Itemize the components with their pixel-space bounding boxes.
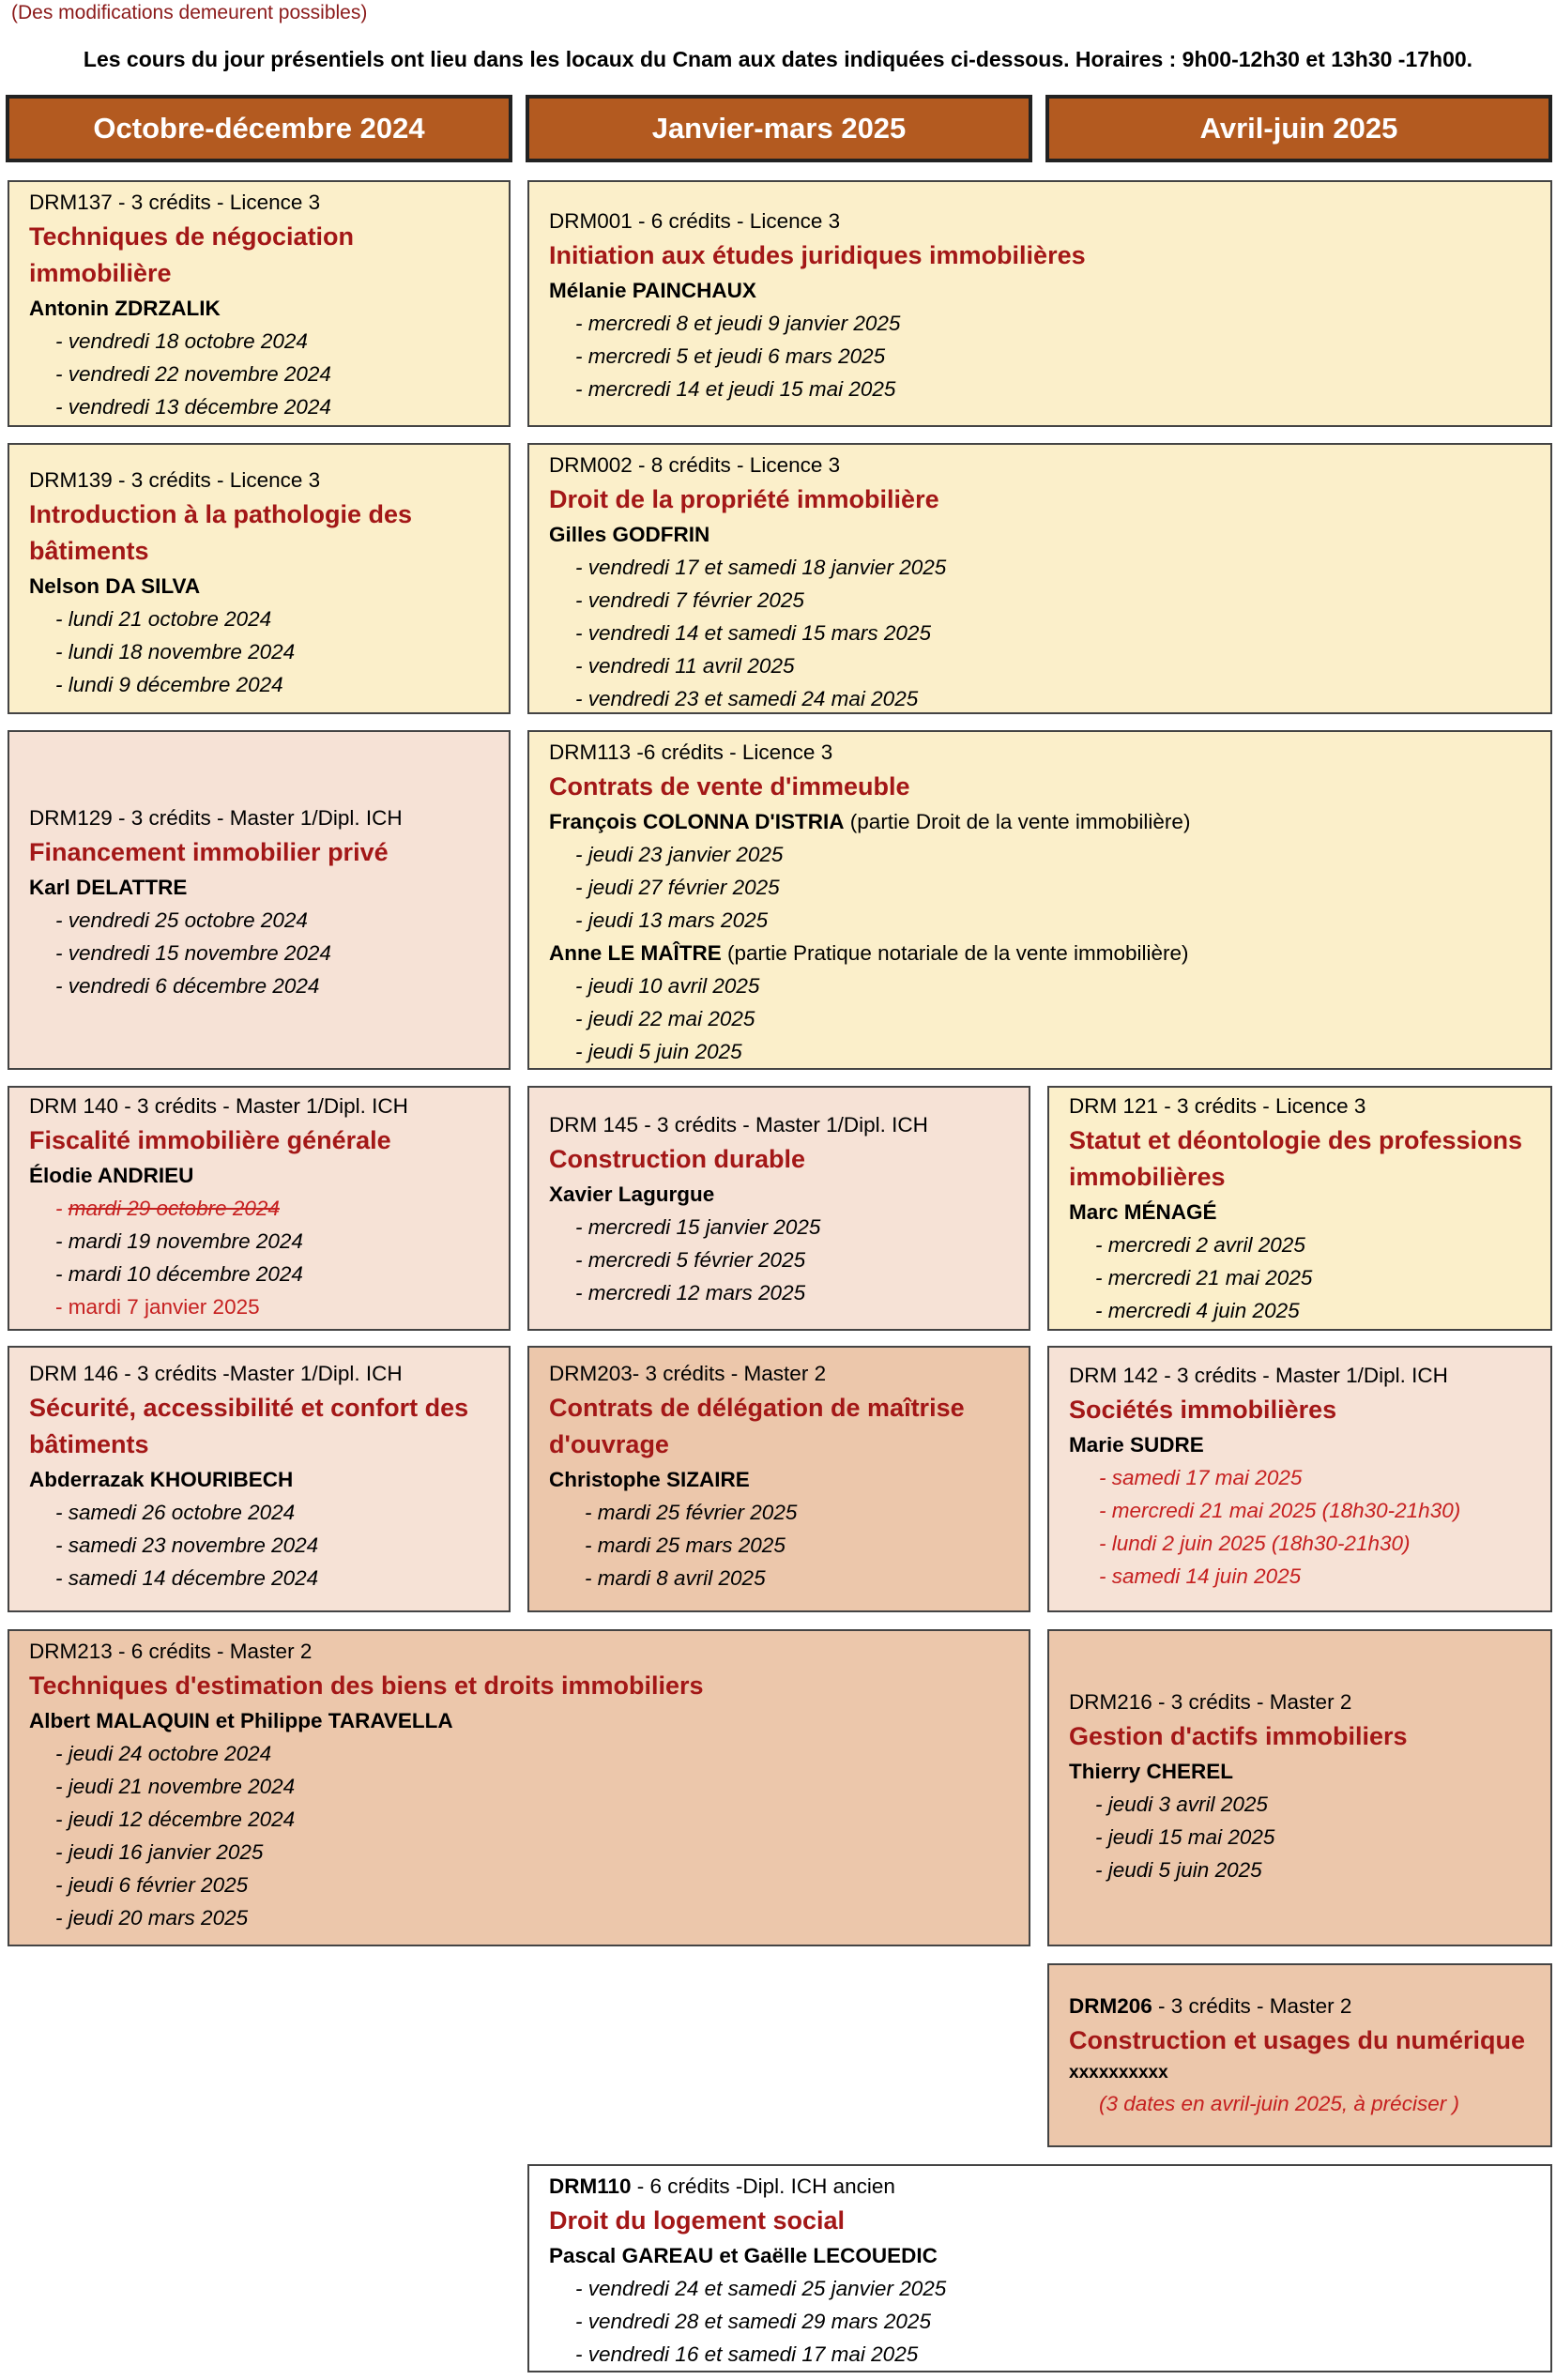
added-date: - mardi 7 janvier 2025 [55,1295,260,1319]
course-teacher: Marc MÉNAGÉ [1069,1200,1217,1224]
course-date: - jeudi 5 juin 2025 [575,1040,742,1063]
course-date: - jeudi 6 février 2025 [55,1873,249,1897]
course-dates [29,1496,509,1594]
course-dates [549,2272,1550,2371]
course-date: - samedi 26 octobre 2024 [55,1501,296,1524]
course-title: Financement immobilier privé [29,838,389,866]
course-card-drm203 [527,1346,1030,1612]
course-date: - mercredi 21 mai 2025 (18h30-21h30) [1099,1499,1461,1522]
course-dates [1069,1788,1550,1886]
course-date: - jeudi 3 avril 2025 [1095,1793,1268,1816]
course-date: - jeudi 12 décembre 2024 [55,1808,296,1831]
course-date: - vendredi 14 et samedi 15 mars 2025 [575,621,931,645]
course-date: - jeudi 27 février 2025 [575,876,780,899]
course-title: Construction et usages du numérique [1069,2026,1526,2054]
course-card-drm001 [527,180,1552,427]
course-date: - vendredi 25 octobre 2024 [55,908,308,932]
course-teacher: Pascal GAREAU et Gaëlle LECOUEDIC [549,2244,938,2267]
course-title: Techniques de négociation immobilière [29,222,355,287]
course-title: Droit du logement social [549,2206,846,2235]
course-title: Sécurité, accessibilité et confort des bâtiments [29,1394,469,1458]
course-code: DRM 140 - 3 crédits - Master 1/Dipl. ICH [29,1094,408,1118]
course-card-drm137 [8,180,511,427]
course-date: - mercredi 2 avril 2025 [1095,1233,1305,1257]
course-code: DRM 146 - 3 crédits -Master 1/Dipl. ICH [29,1362,403,1385]
course-code: DRM 145 - 3 crédits - Master 1/Dipl. ICH [549,1113,928,1137]
course-date: - vendredi 15 novembre 2024 [55,941,331,965]
course-date: - vendredi 17 et samedi 18 janvier 2025 [575,556,947,579]
course-title: Droit de la propriété immobilière [549,485,939,513]
course-code: DRM139 - 3 crédits - Licence 3 [29,468,321,492]
course-dates [29,904,509,1002]
course-date: - vendredi 16 et samedi 17 mai 2025 [575,2342,919,2366]
intro-text: Les cours du jour présentiels ont lieu dans les locaux du Cnam aux dates indiquées ci-dessous. Horaires : 9h00-12h30 et 13h30 -17h00. [83,47,1473,71]
course-code: DRM216 - 3 crédits - Master 2 [1069,1690,1352,1714]
course-teacher: Karl DELATTRE [29,876,188,899]
course-date: - mercredi 14 et jeudi 15 mai 2025 [575,377,896,401]
course-date: - vendredi 7 février 2025 [575,588,804,612]
course-date: - samedi 14 décembre 2024 [55,1566,319,1590]
course-date: - jeudi 5 juin 2025 [1095,1858,1262,1882]
course-code: DRM213 - 6 crédits - Master 2 [29,1640,313,1663]
modifications-note: (Des modifications demeurent possibles) [11,2,368,23]
course-dates [549,969,1550,1068]
course-date: - mardi 25 février 2025 [585,1501,798,1524]
course-dates [29,1192,509,1323]
course-teacher: Abderrazak KHOURIBECH [29,1468,294,1491]
course-title: Statut et déontologie des professions immobilières [1069,1126,1523,1191]
course-card-drm129 [8,730,511,1070]
course-card-drm145 [527,1086,1030,1331]
course-date: - mercredi 12 mars 2025 [575,1281,806,1304]
course-dates [1069,1228,1550,1327]
course-date: - mardi 25 mars 2025 [585,1533,786,1557]
course-dates [29,603,509,701]
course-title: Contrats de vente d'immeuble [549,772,910,801]
course-teacher: Christophe SIZAIRE [549,1468,750,1491]
course-date: - jeudi 16 janvier 2025 [55,1840,264,1864]
course-date: - vendredi 6 décembre 2024 [55,974,320,998]
period-header-jan-mar: Janvier-mars 2025 [526,95,1032,162]
course-card-drm213 [8,1629,1030,1946]
course-teacher: Antonin ZDRZALIK [29,297,221,320]
course-date: - mardi 19 novembre 2024 [55,1229,303,1253]
course-code: DRM137 - 3 crédits - Licence 3 [29,191,321,214]
course-teacher-2 [549,937,1550,969]
course-date: - vendredi 23 et samedi 24 mai 2025 [575,687,919,710]
course-date: - vendredi 18 octobre 2024 [55,329,308,353]
course-date: - jeudi 21 novembre 2024 [55,1775,296,1798]
cancelled-date-text: mardi 29 octobre 2024 [68,1197,280,1220]
course-title: Construction durable [549,1145,806,1173]
course-date: - samedi 17 mai 2025 [1099,1466,1303,1489]
course-date: - vendredi 11 avril 2025 [575,654,795,678]
teacher-name: François COLONNA D'ISTRIA [549,810,845,833]
course-title: Gestion d'actifs immobiliers [1069,1722,1408,1750]
course-date: - vendredi 22 novembre 2024 [55,362,331,386]
course-teacher: Thierry CHEREL [1069,1760,1234,1783]
course-date: - jeudi 13 mars 2025 [575,908,769,932]
course-date: - jeudi 20 mars 2025 [55,1906,249,1930]
course-date: - mercredi 5 février 2025 [575,1248,806,1272]
course-card-drm146 [8,1346,511,1612]
course-teacher: Marie SUDRE [1069,1433,1204,1457]
cancelled-date [55,1192,509,1225]
course-date: - lundi 21 octobre 2024 [55,607,272,631]
course-date: - jeudi 15 mai 2025 [1095,1825,1275,1849]
course-date: - samedi 23 novembre 2024 [55,1533,319,1557]
course-code [1069,1990,1550,2022]
course-code-bold: DRM206 [1069,1994,1152,2018]
course-date: - mercredi 15 janvier 2025 [575,1215,821,1239]
course-dates [1069,1461,1550,1593]
course-date: - vendredi 28 et samedi 29 mars 2025 [575,2310,931,2333]
course-date: - mardi 10 décembre 2024 [55,1262,303,1286]
course-title: Techniques d'estimation des biens et droits immobiliers [29,1671,704,1700]
course-card-drm002 [527,443,1552,714]
course-dates [29,1737,1029,1934]
course-teacher: Albert MALAQUIN et Philippe TARAVELLA [29,1709,453,1732]
course-code-bold: DRM110 [549,2174,632,2198]
course-date: - mardi 8 avril 2025 [585,1566,766,1590]
course-code-rest: - 3 crédits - Master 2 [1152,1994,1352,2018]
period-header-apr-jun: Avril-juin 2025 [1045,95,1552,162]
course-card-drm121 [1047,1086,1552,1331]
course-teacher: Nelson DA SILVA [29,574,201,598]
course-date: - lundi 9 décembre 2024 [55,673,283,696]
course-title: Contrats de délégation de maîtrise d'ouvrage [549,1394,965,1458]
course-date: - jeudi 23 janvier 2025 [575,843,784,866]
teacher-role: (partie Droit de la vente immobilière) [844,810,1191,833]
course-code-rest: - 6 crédits -Dipl. ICH ancien [631,2174,895,2198]
course-teacher: xxxxxxxxxx [1069,2063,1168,2082]
course-date: - mercredi 5 et jeudi 6 mars 2025 [575,344,886,368]
course-date: - mercredi 8 et jeudi 9 janvier 2025 [575,312,901,335]
course-teacher: Gilles GODFRIN [549,523,710,546]
course-dates [29,325,509,423]
teacher-role: (partie Pratique notariale de la vente immobilière) [721,941,1189,965]
course-date: - jeudi 10 avril 2025 [575,974,760,998]
course-teacher-1 [549,805,1550,838]
course-date: - vendredi 13 décembre 2024 [55,395,331,419]
course-title: Introduction à la pathologie des bâtiments [29,500,413,565]
course-date: - lundi 2 juin 2025 (18h30-21h30) [1099,1532,1411,1555]
course-card-drm206 [1047,1963,1552,2147]
course-code: DRM203- 3 crédits - Master 2 [549,1362,827,1385]
date-prefix: - [55,1197,69,1220]
course-card-drm142 [1047,1346,1552,1612]
course-date: - lundi 18 novembre 2024 [55,640,296,664]
course-date: - vendredi 24 et samedi 25 janvier 2025 [575,2277,947,2300]
course-date: - mercredi 21 mai 2025 [1095,1266,1313,1289]
course-date: - mercredi 4 juin 2025 [1095,1299,1300,1322]
course-title: Initiation aux études juridiques immobilières [549,241,1086,269]
course-dates [549,1496,1029,1594]
course-card-drm139 [8,443,511,714]
course-date: - jeudi 24 octobre 2024 [55,1742,272,1765]
course-card-drm110 [527,2164,1552,2372]
course-teacher: Mélanie PAINCHAUX [549,279,756,302]
course-card-drm113 [527,730,1552,1070]
course-dates [549,1211,1029,1309]
course-code [549,2170,1550,2203]
course-code: DRM 121 - 3 crédits - Licence 3 [1069,1094,1366,1118]
course-code: DRM113 -6 crédits - Licence 3 [549,740,833,764]
course-teacher: Élodie ANDRIEU [29,1164,194,1187]
course-dates-note: (3 dates en avril-juin 2025, à préciser ) [1099,2092,1459,2115]
course-date: - jeudi 22 mai 2025 [575,1007,755,1030]
course-code: DRM001 - 6 crédits - Licence 3 [549,209,841,233]
course-card-drm140 [8,1086,511,1331]
period-header-oct-dec: Octobre-décembre 2024 [6,95,512,162]
course-card-drm216 [1047,1629,1552,1946]
course-dates [549,551,1550,714]
course-teacher: Xavier Lagurgue [549,1182,715,1206]
course-title: Sociétés immobilières [1069,1396,1337,1424]
course-date: - samedi 14 juin 2025 [1099,1564,1302,1588]
course-dates [549,838,1550,937]
course-code: DRM 142 - 3 crédits - Master 1/Dipl. ICH [1069,1364,1448,1387]
course-code: DRM129 - 3 crédits - Master 1/Dipl. ICH [29,806,403,830]
teacher-name: Anne LE MAÎTRE [549,941,722,965]
course-title: Fiscalité immobilière générale [29,1126,391,1154]
course-code: DRM002 - 8 crédits - Licence 3 [549,453,841,477]
course-dates [549,307,1550,405]
